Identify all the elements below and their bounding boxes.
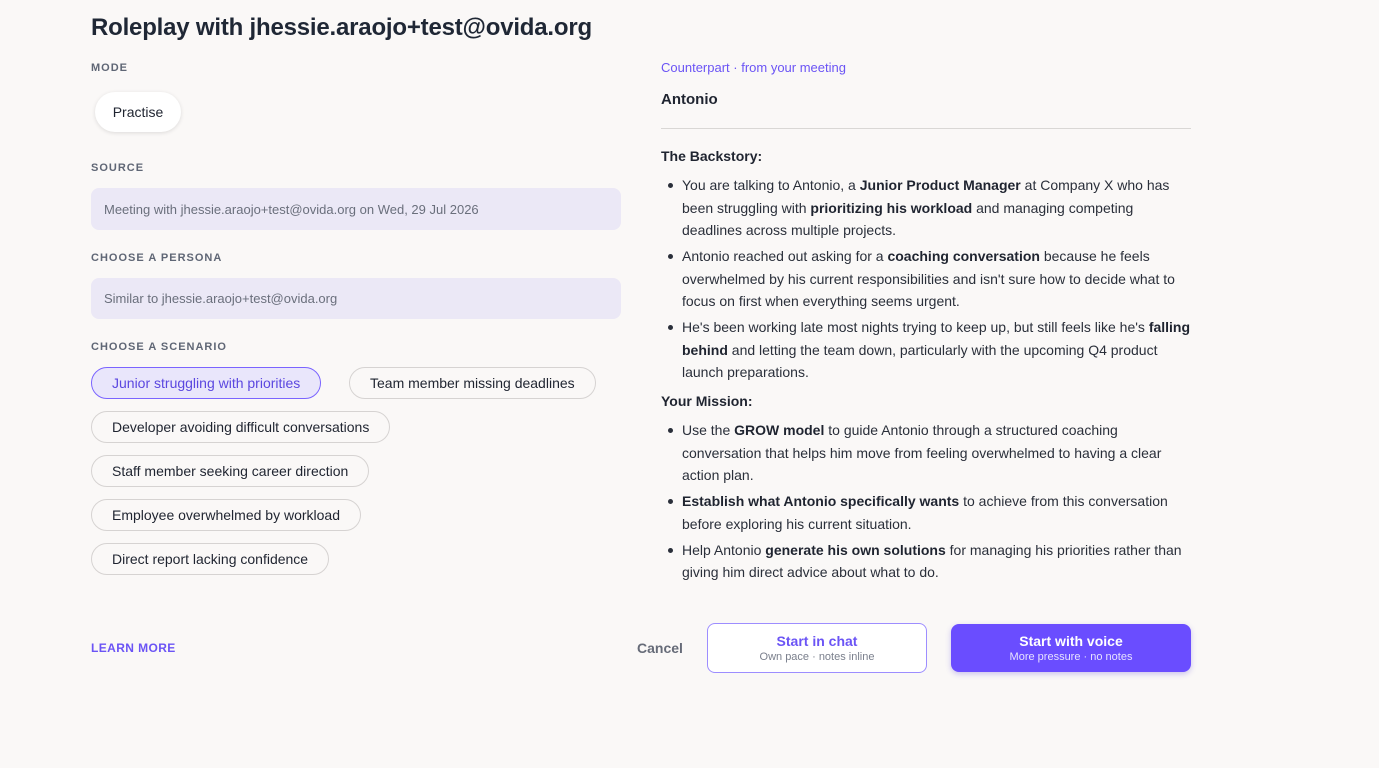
backstory-item bbox=[661, 316, 1191, 384]
source-field[interactable] bbox=[91, 188, 621, 230]
learn-more-link[interactable]: LEARN MORE bbox=[91, 641, 176, 655]
scenario-chip[interactable]: Developer avoiding difficult conversations bbox=[91, 411, 390, 443]
mode-label: MODE bbox=[91, 62, 128, 74]
mission-text: generate his own solutions bbox=[765, 541, 946, 558]
mission-text: Use the bbox=[682, 422, 735, 438]
mode-practise-button[interactable]: Practise bbox=[95, 92, 181, 132]
start-with-voice-subtitle: More pressure · no notes bbox=[1009, 651, 1133, 663]
divider bbox=[661, 128, 1191, 129]
counterpart-label: Counterpart · from your meeting bbox=[661, 60, 846, 75]
mission-list bbox=[661, 419, 1191, 587]
persona-name: Antonio bbox=[661, 91, 718, 108]
mission-text: to achieve from this conversation before exploring his current situation. bbox=[682, 493, 1168, 532]
persona-field[interactable] bbox=[91, 278, 621, 319]
scenario-chip[interactable]: Staff member seeking career direction bbox=[91, 455, 369, 487]
mission-item bbox=[661, 539, 1191, 584]
mission-heading: Your Mission: bbox=[661, 393, 753, 409]
start-in-chat-button[interactable] bbox=[707, 623, 927, 673]
scenario-chip[interactable]: Junior struggling with priorities bbox=[91, 367, 321, 399]
mission-text: for managing his priorities rather than giving him direct advice about what to do. bbox=[682, 541, 1182, 580]
mission-text: Establish what Antonio specifically wants bbox=[682, 493, 960, 509]
backstory-text: prioritizing his workload bbox=[810, 199, 973, 216]
backstory-text: coaching conversation bbox=[887, 248, 1040, 264]
mission-text: to guide Antonio through a structured coaching conversation that helps him move from feeling overwhelmed to having a clear action plan. bbox=[682, 422, 1162, 483]
backstory-text: and managing competing deadlines across multiple projects. bbox=[682, 199, 1134, 238]
mission-text: GROW model bbox=[734, 422, 825, 438]
source-value: Meeting with jhessie.araojo+test@ovida.org on Wed, 29 Jul 2026 bbox=[104, 201, 479, 217]
backstory-heading: The Backstory: bbox=[661, 148, 763, 164]
backstory-text: Antonio reached out asking for a bbox=[682, 248, 888, 264]
scenario-chip[interactable]: Team member missing deadlines bbox=[349, 367, 596, 399]
source-label: SOURCE bbox=[91, 162, 145, 174]
scenario-chip[interactable]: Direct report lacking confidence bbox=[91, 543, 329, 575]
start-with-voice-label: Start with voice bbox=[1019, 633, 1123, 649]
backstory-item bbox=[661, 174, 1191, 242]
backstory-text: because he feels overwhelmed by his current responsibilities and isn't sure how to decide what to focus on first when everything seems urgent. bbox=[682, 248, 1175, 309]
backstory-text: and letting the team down, particularly with the upcoming Q4 product launch preparations. bbox=[682, 341, 1158, 380]
mission-item bbox=[661, 419, 1191, 487]
backstory-item bbox=[661, 245, 1191, 313]
persona-value: Similar to jhessie.araojo+test@ovida.org bbox=[104, 291, 338, 306]
scenario-chip[interactable]: Employee overwhelmed by workload bbox=[91, 499, 361, 531]
start-in-chat-subtitle: Own pace · notes inline bbox=[759, 651, 875, 663]
page-title: Roleplay with jhessie.araojo+test@ovida.org bbox=[91, 14, 592, 41]
persona-label: CHOOSE A PERSONA bbox=[91, 252, 223, 264]
backstory-list bbox=[661, 174, 1191, 387]
backstory-text: falling behind bbox=[682, 319, 1191, 358]
cancel-button[interactable]: Cancel bbox=[637, 640, 683, 656]
mission-item bbox=[661, 490, 1191, 535]
start-in-chat-label: Start in chat bbox=[776, 633, 858, 649]
backstory-text: at Company X who has been struggling with bbox=[682, 177, 1170, 216]
backstory-text: Junior Product Manager bbox=[859, 177, 1021, 193]
scenario-label: CHOOSE A SCENARIO bbox=[91, 341, 227, 353]
mission-text: Help Antonio bbox=[682, 541, 766, 558]
start-with-voice-button[interactable] bbox=[951, 624, 1191, 672]
backstory-text: He's been working late most nights trying to keep up, but still feels like he's bbox=[682, 319, 1149, 335]
backstory-text: You are talking to Antonio, a bbox=[682, 177, 860, 193]
